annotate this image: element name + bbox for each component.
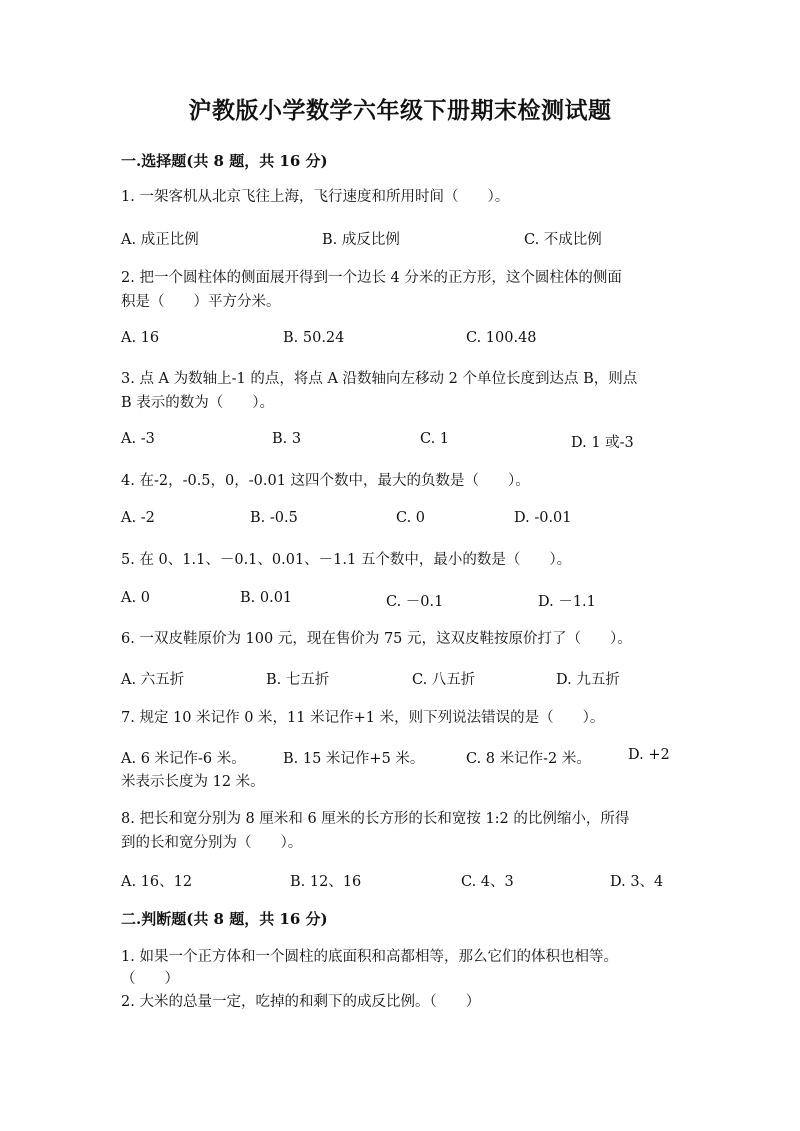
question-4-option-c: C. 0 (396, 510, 426, 526)
question-5-option-c: C. －0.1 (386, 594, 444, 610)
question-1-option-c: C. 不成比例 (524, 232, 602, 248)
question-8-stem-line1: 8. 把长和宽分别为 8 厘米和 6 厘米的长方形的长和宽按 1:2 的比例缩小，所得 (121, 811, 630, 827)
question-6-option-b: B. 七五折 (266, 672, 330, 688)
judgement-1-stem-line2: （ ） (121, 971, 179, 987)
question-3-stem-line1: 3. 点 A 为数轴上-1 的点，将点 A 沿数轴向左移动 2 个单位长度到达点 B，则点 (121, 371, 638, 387)
question-4-option-d: D. -0.01 (514, 510, 572, 526)
question-2-stem-line1: 2. 把一个圆柱体的侧面展开得到一个边长 4 分米的正方形，这个圆柱体的侧面 (121, 270, 622, 286)
question-4-option-a: A. -2 (121, 510, 155, 526)
question-3-stem-line2: B 表示的数为（ ）。 (121, 395, 275, 411)
question-3-option-c: C. 1 (420, 431, 450, 447)
question-6-option-a: A. 六五折 (121, 672, 185, 688)
question-6-stem: 6. 一双皮鞋原价为 100 元，现在售价为 75 元，这双皮鞋按原价打了（ ）。 (121, 631, 632, 647)
question-5-option-d: D. －1.1 (538, 594, 596, 610)
question-8-option-a: A. 16、12 (121, 874, 193, 890)
question-8-option-b: B. 12、16 (290, 874, 362, 890)
section-heading-choice: 一.选择题(共 8 题，共 16 分) (121, 152, 328, 170)
judgement-1-stem-line1: 1. 如果一个正方体和一个圆柱的底面积和高都相等，那么它们的体积也相等。 (121, 949, 618, 965)
question-5-stem: 5. 在 0、1.1、－0.1、0.01、－1.1 五个数中，最小的数是（ ）。 (121, 552, 572, 568)
question-8-option-c: C. 4、3 (461, 874, 514, 890)
question-7-stem: 7. 规定 10 米记作 0 米，11 米记作+1 米，则下列说法错误的是（ ）。 (121, 710, 605, 726)
question-3-option-a: A. -3 (121, 431, 155, 447)
question-1-option-a: A. 成正比例 (121, 232, 199, 248)
question-1-stem: 1. 一架客机从北京飞往上海，飞行速度和所用时间（ ）。 (121, 189, 510, 205)
question-4-stem: 4. 在-2，-0.5，0，-0.01 这四个数中，最大的负数是（ ）。 (121, 473, 530, 489)
question-7-option-c: C. 8 米记作-2 米。 (466, 751, 591, 767)
question-5-option-a: A. 0 (121, 590, 150, 606)
question-4-option-b: B. -0.5 (250, 510, 298, 526)
page-title: 沪教版小学数学六年级下册期末检测试题 (188, 97, 612, 124)
question-2-option-a: A. 16 (121, 330, 160, 346)
question-8-option-d: D. 3、4 (610, 874, 664, 890)
section-heading-judgement: 二.判断题(共 8 题，共 16 分) (121, 910, 328, 928)
judgement-2-stem: 2. 大米的总量一定，吃掉的和剩下的成反比例。（ ） (121, 994, 481, 1010)
question-6-option-d: D. 九五折 (556, 672, 620, 688)
question-7-option-b: B. 15 米记作+5 米。 (283, 751, 425, 767)
question-2-option-c: C. 100.48 (466, 330, 537, 346)
question-2-stem-line2: 积是（ ）平方分米。 (121, 294, 281, 310)
question-2-option-b: B. 50.24 (283, 330, 345, 346)
question-8-stem-line2: 到的长和宽分别为（ ）。 (121, 835, 303, 851)
question-1-option-b: B. 成反比例 (322, 232, 400, 248)
question-3-option-d: D. 1 或-3 (571, 435, 634, 451)
question-5-option-b: B. 0.01 (240, 590, 293, 606)
question-7-option-a: A. 6 米记作-6 米。 (121, 751, 246, 767)
question-3-option-b: B. 3 (272, 431, 302, 447)
question-7-option-d-continued: 米表示长度为 12 米。 (121, 774, 265, 790)
question-7-option-d: D. +2 (628, 747, 670, 763)
question-6-option-c: C. 八五折 (412, 672, 476, 688)
